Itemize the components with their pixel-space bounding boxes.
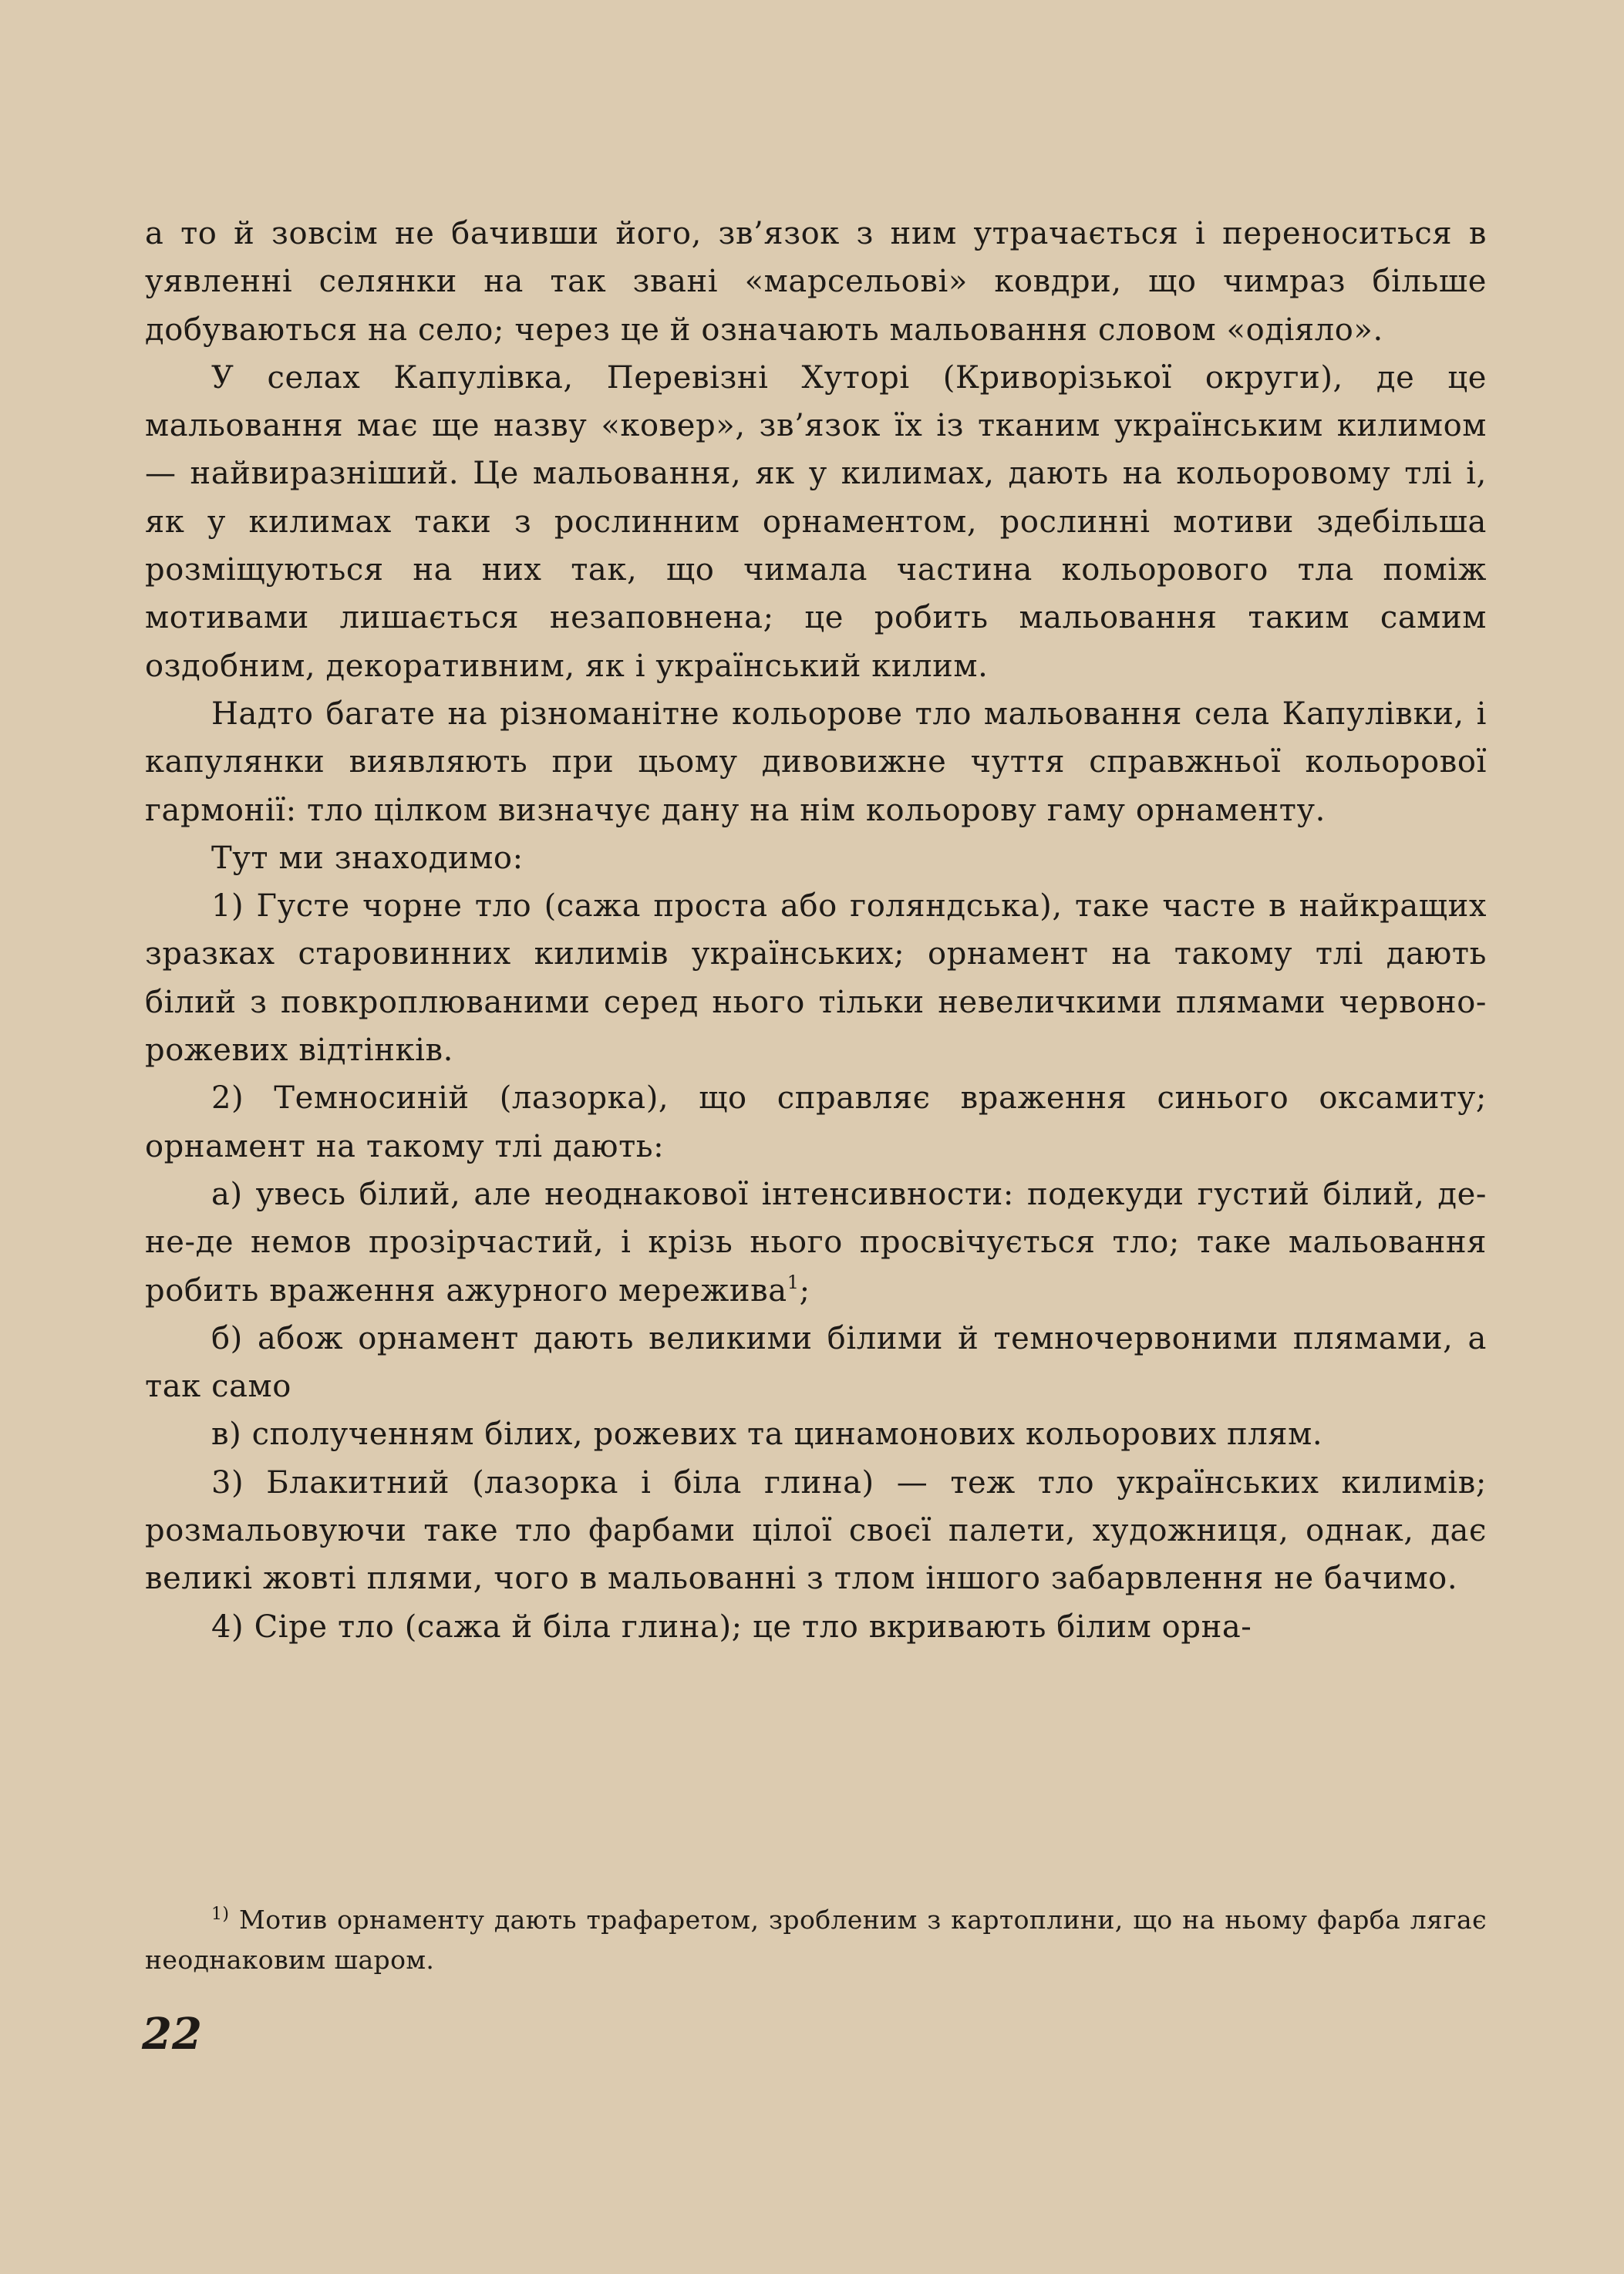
paragraph-8: б) абож орнамент дають великими білими й темночервоними плямами, а так само	[145, 1320, 1487, 1405]
footnote	[145, 1900, 1487, 1980]
page-number: 22	[142, 2009, 202, 2060]
footnote-text: Мотив орнаменту дають трафаретом, зробленим з картоплини, що на ньому фарба лягає неоднаковим шаром.	[145, 1905, 1487, 1975]
paragraph-7-text: а) увесь білий, але неоднакової інтенсивности: подекуди густий білий, де-не-де немов прозірчастий, і крізь нього просвічується тло; таке мальовання робить враження ажурного мережива	[145, 1176, 1487, 1309]
paragraph-9: в) сполученням білих, рожевих та цинамонових кольорових плям.	[211, 1417, 1323, 1453]
paragraph-10: 3) Блакитний (лазорка і біла глина) — теж тло українських килимів; розмальовуючи таке тло фарбами цілої своєї палети, художниця, однак, дає великі жовті плями, чого в мальованні з тлом іншого забарвлення не бачимо.	[145, 1464, 1487, 1597]
paragraph-3: Надто багате на різноманітне кольорове тло мальовання села Капулівки, і капулянки виявляють при цьому дивовижне чуття справжньої кольорової гармонії: тло цілком визначує дану на нім кольорову гаму орнаменту.	[145, 696, 1487, 828]
footnote-number: 1)	[211, 1905, 230, 1924]
body-text	[145, 210, 1487, 1651]
paragraph-5: 1) Густе чорне тло (сажа проста або голяндська), таке часте в найкращих зразках старовинних килимів українських; орнамент на такому тлі дають білий з повкроплюваними серед нього тільки невеличкими плямами червоно-рожевих відтінків.	[145, 888, 1487, 1069]
paragraph-1: а то й зовсім не бачивши його, зв’язок з ним утрачається і переноситься в уявленні селянки на так звані «марсельові» ковдри, що чимраз більше добуваються на село; через це й означають мальовання словом «одіяло».	[145, 216, 1487, 348]
footnote-marker: 1	[787, 1271, 800, 1293]
paragraph-11: 4) Сіре тло (сажа й біла глина); це тло вкривають білим орна-	[211, 1609, 1252, 1645]
paragraph-4: Тут ми знаходимо:	[211, 840, 524, 876]
paragraph-6: 2) Темносиній (лазорка), що справляє враження синього оксамиту; орнамент на такому тлі дають:	[145, 1080, 1487, 1164]
paragraph-2: У селах Капулівка, Перевізні Хуторі (Криворізької округи), де це мальовання має ще назву «ковер», зв’язок їх із тканим українським килимом — найвиразніший. Це мальовання, як у килимах, дають на кольоровому тлі і, як у килимах таки з рослинним орнаментом, рослинні мотиви здебільша розміщуються на них так, що чимала частина кольорового тла поміж мотивами лишається незаповнена; це робить мальовання таким самим оздобним, декоративним, як і український килим.	[145, 359, 1487, 684]
paragraph-7: а) увесь білий, але неоднакової інтенсивности: подекуди густий білий, де-не-де немов прозірчастий, і крізь нього просвічується тло; таке мальовання робить враження ажурного мережива$^1$;	[145, 1176, 1487, 1309]
